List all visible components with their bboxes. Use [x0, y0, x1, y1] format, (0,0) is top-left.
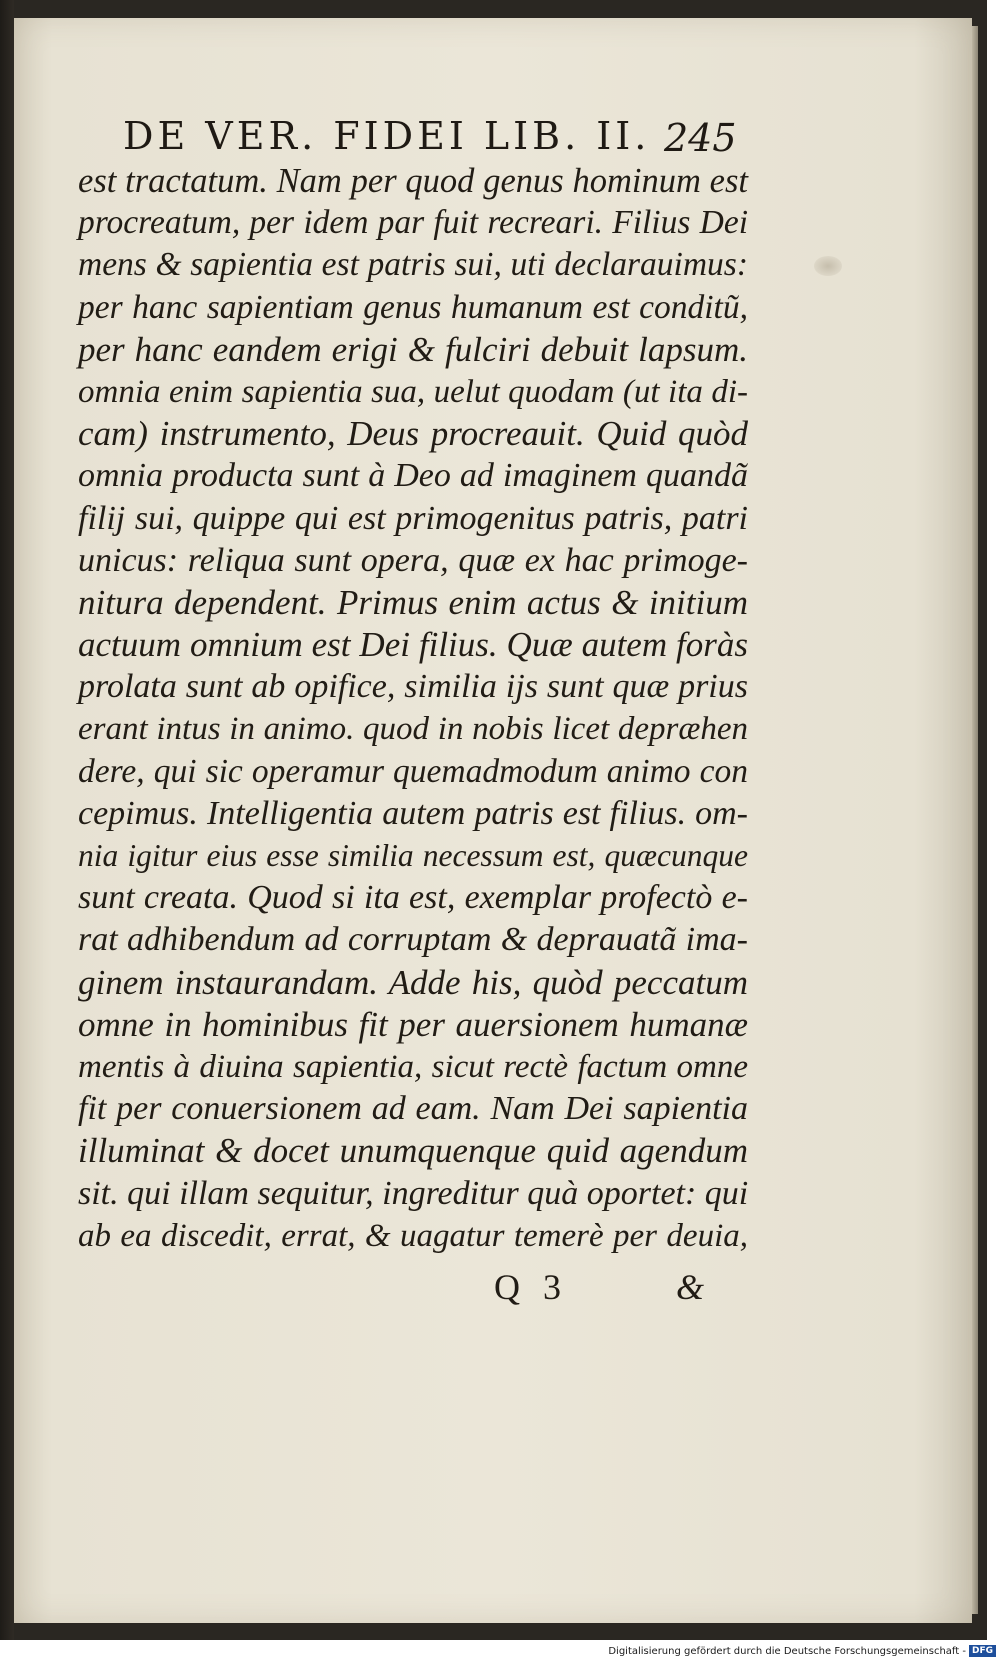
- body-text: [78, 160, 748, 1257]
- digitization-credit: [608, 1645, 996, 1657]
- text-line: fit per conuersionem ad eam. Nam Dei sapientia: [78, 1090, 748, 1128]
- page-number: 245: [664, 116, 737, 160]
- text-line: ginem instaurandam. Adde his, quòd peccatum: [78, 962, 748, 1002]
- text-line: nitura dependent. Primus enim actus & initium: [78, 582, 748, 622]
- text-line: per hanc eandem erigi & fulciri debuit lapsum.: [78, 329, 748, 369]
- binding-edge: [0, 0, 14, 1640]
- text-line: omnia enim sapientia sua, uelut quodam (ut ita di-: [78, 373, 748, 410]
- text-line: mentis à diuina sapientia, sicut rectè factum omne: [78, 1048, 748, 1085]
- text-line: ab ea discedit, errat, & uagatur temerè per deuia,: [78, 1217, 748, 1254]
- paper-stain: [814, 256, 842, 276]
- page-footer: [14, 1258, 972, 1318]
- text-line: actuum omnium est Dei filius. Quæ autem foràs: [78, 625, 748, 665]
- text-line: sit. qui illam sequitur, ingreditur quà oportet: qui: [78, 1174, 749, 1212]
- credit-text: Digitalisierung gefördert durch die Deutsche Forschungsgemeinschaft -: [608, 1645, 966, 1657]
- dfg-logo: DFG: [969, 1645, 996, 1657]
- text-line: cam) instrumento, Deus procreauit. Quid quòd: [78, 414, 748, 454]
- text-line: illuminat & docet unumquenque quid agendum: [78, 1131, 748, 1171]
- text-line: omne in hominibus fit per auersionem humanæ: [78, 1004, 748, 1044]
- text-line: omnia producta sunt à Deo ad imaginem quandã: [78, 457, 748, 495]
- book-page: [14, 18, 972, 1623]
- running-title: DE VER. FIDEI LIB. II.: [123, 114, 651, 158]
- text-line: sunt creata. Quod si ita est, exemplar profectò e-: [78, 879, 748, 917]
- catchword: &: [676, 1267, 705, 1307]
- text-line: procreatum, per idem par fuit recreari. Filius Dei: [78, 204, 748, 242]
- text-line: cepimus. Intelligentia autem patris est filius. om-: [78, 794, 748, 832]
- signature-mark: Q 3: [494, 1267, 561, 1307]
- text-line: est tractatum. Nam per quod genus hominum est: [78, 162, 748, 200]
- text-line: per hanc sapientiam genus humanum est conditũ,: [78, 288, 748, 326]
- text-line: mens & sapientia est patris sui, uti declarauimus:: [78, 246, 748, 284]
- text-line: prolata sunt ab opifice, similia ijs sunt quæ prius: [78, 668, 748, 706]
- text-line: rat adhibendum ad corruptam & deprauatã ima-: [78, 921, 748, 959]
- text-line: erant intus in animo. quod in nobis licet depræhen: [78, 711, 748, 748]
- page-edge: [972, 26, 978, 1614]
- page-header: [14, 18, 972, 178]
- text-line: filij sui, quippe qui est primogenitus patris, patri: [78, 499, 748, 537]
- text-line: unicus: reliqua sunt opera, quæ ex hac primoge-: [78, 541, 748, 579]
- text-line: nia igitur eius esse similia necessum est, quæcunque: [78, 838, 748, 873]
- text-line: dere, qui sic operamur quemadmodum animo con: [78, 752, 748, 790]
